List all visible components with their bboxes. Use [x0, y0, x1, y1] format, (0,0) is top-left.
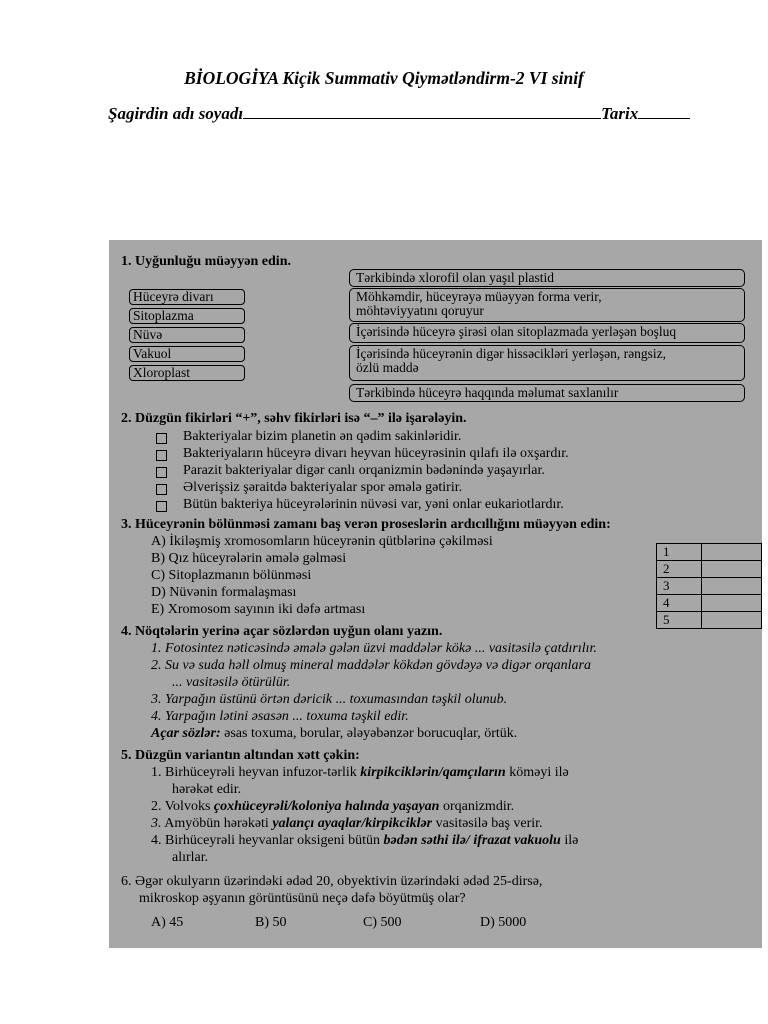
q4-keywords-label: Açar sözlər: — [151, 726, 221, 741]
q5-choice[interactable]: çoxhüceyrəli/koloniya halında yaşayan — [213, 799, 440, 814]
q2-title: 2. Düzgün fikirləri “+”, səhv fikirləri isə “–” ilə işarələyin. — [121, 411, 467, 426]
q4-sentence: ... vasitəsilə ötürülür. — [172, 675, 291, 690]
q4-sentence: 1. Fotosintez nəticəsində əmələ gələn üzvi maddələr kökə ... vasitəsilə çatdırılır. — [151, 641, 597, 656]
q5-text: 1. Birhüceyrəli heyvan infuzor-tərlik — [151, 765, 361, 780]
q2-checkbox[interactable] — [156, 450, 167, 461]
q1-definition-text: Tərkibində hüceyrə haqqında məlumat saxlanılır — [356, 385, 619, 400]
q1-title: 1. Uyğunluğu müəyyən edin. — [121, 254, 291, 269]
row-number: 2 — [657, 561, 702, 578]
q5-text: 3. — [151, 816, 162, 831]
q1-definition-box[interactable] — [349, 323, 745, 343]
q6-option[interactable]: A) 45 — [151, 915, 184, 930]
q5-sentence-cont: alırlar. — [172, 850, 209, 865]
q1-term-box[interactable]: Nüvə — [129, 327, 245, 343]
q2-checkbox[interactable] — [156, 467, 167, 478]
q1-term-box[interactable]: Sitoplazma — [129, 308, 245, 324]
q6-option[interactable]: D) 5000 — [480, 915, 527, 930]
q2-checkbox[interactable] — [156, 433, 167, 444]
q5-choice[interactable]: kirpikciklərin/qamçıların — [360, 765, 506, 780]
q3-step: B) Qız hüceyrələrin əmələ gəlməsi — [151, 551, 347, 566]
row-number: 1 — [657, 544, 702, 561]
q1-definition-box[interactable] — [349, 345, 745, 381]
q2-statement: Parazit bakteriyalar digər canlı orqanizmin bədənində yaşayırlar. — [183, 463, 545, 478]
q2-statement: Əlverişsiz şəraitdə bakteriyalar spor əmələ gətirir. — [183, 480, 463, 495]
q5-text: 4. Birhüceyrəli heyvanlar oksigeni bütün — [151, 833, 384, 848]
q1-term-box[interactable]: Vakuol — [129, 346, 245, 362]
q1-definition-text: özlü maddə — [356, 360, 419, 375]
q6-question: 6. Əgər okulyarın üzərindəki ədəd 20, obyektivin üzərindəki ədəd 25-dirsə, — [121, 874, 543, 889]
q5-choice[interactable]: bədən səthi ilə/ ifrazat vakuolu — [383, 833, 561, 848]
answer-cell[interactable] — [701, 612, 761, 629]
student-name-line — [108, 104, 690, 124]
q3-step: E) Xromosom sayının iki dəfə artması — [151, 602, 366, 617]
q5-text: ilə — [560, 833, 579, 848]
answer-cell[interactable] — [701, 595, 761, 612]
q2-statement: Bakteriyalar bizim planetin ən qədim sakinləridir. — [183, 429, 462, 444]
q6-question-cont: mikroskop əşyanın görüntüsünü neçə dəfə böyütmüş olar? — [139, 891, 466, 906]
q5-text: vasitəsilə baş verir. — [432, 816, 543, 831]
q2-statement: Bakteriyaların hüceyrə divarı heyvan hüceyrəsinin qılafı ilə oxşardır. — [183, 446, 569, 461]
row-number: 4 — [657, 595, 702, 612]
q4-sentence: 3. Yarpağın üstünü örtən dəricik ... toxumasından təşkil olunub. — [151, 692, 508, 707]
q6-option[interactable]: B) 50 — [255, 915, 287, 930]
q1-definition-text: Möhkəmdir, hüceyrəyə müəyyən forma verir, — [356, 289, 602, 304]
date-label: Tarix — [601, 104, 639, 123]
row-number: 5 — [657, 612, 702, 629]
q5-sentence — [151, 799, 514, 815]
answer-cell[interactable] — [701, 544, 761, 561]
q1-definition-text: İçərisində hüceyrə şirəsi olan sitoplazmada yerləşən boşluq — [356, 324, 677, 339]
q2-statement: Bütün bakteriya hüceyrələrinin nüvəsi var, yəni onlar eukariotlardır. — [183, 497, 564, 512]
q4-keywords — [151, 726, 517, 742]
q1-definition-box[interactable] — [349, 288, 745, 322]
q4-keywords-list: əsas toxuma, borular, ələyəbənzər borucuqlar, örtük. — [220, 726, 518, 741]
q5-title: 5. Düzgün variantın altından xətt çəkin: — [121, 748, 360, 763]
q2-checkbox[interactable] — [156, 484, 167, 495]
student-name-blank[interactable] — [243, 104, 601, 119]
q5-text: 2. Volvoks — [151, 799, 214, 814]
q3-step: C) Sitoplazmanın bölünməsi — [151, 568, 312, 583]
q4-sentence: 4. Yarpağın lətini əsasən ... toxuma təşkil edir. — [151, 709, 409, 724]
table-row — [657, 595, 762, 612]
table-row — [657, 544, 762, 561]
q5-sentence — [151, 765, 569, 781]
q2-checkbox[interactable] — [156, 501, 167, 512]
table-row — [657, 578, 762, 595]
q5-text: orqanizmdir. — [439, 799, 515, 814]
q3-answer-table — [656, 543, 762, 629]
q1-term-box[interactable]: Xloroplast — [129, 365, 245, 381]
q1-definition-text: İçərisində hüceyrənin digər hissəcikləri yerləşən, rəngsiz, — [356, 346, 666, 361]
q1-term-box[interactable]: Hüceyrə divarı — [129, 289, 245, 305]
answer-cell[interactable] — [701, 578, 761, 595]
q5-sentence-cont: hərəkət edir. — [172, 782, 242, 797]
table-row — [657, 612, 762, 629]
worksheet-title: BİOLOGİYA Kiçik Summativ Qiymətləndirm-2 VI sinif — [184, 68, 584, 88]
q5-text: Amyöbün hərəkəti — [161, 816, 273, 831]
table-row — [657, 561, 762, 578]
q5-choice[interactable]: yalançı ayaqlar/kirpikciklər — [272, 816, 433, 831]
q5-text: köməyi ilə — [505, 765, 569, 780]
q4-title: 4. Nöqtələrin yerinə açar sözlərdən uyğun olanı yazın. — [121, 624, 443, 639]
q1-definition-box[interactable] — [349, 384, 745, 402]
q3-title: 3. Hüceyrənin bölünməsi zamanı baş verən proseslərin ardıcıllığını müəyyən edin: — [121, 517, 611, 532]
q5-sentence — [151, 816, 543, 832]
q3-step: A) İkiləşmiş xromosomların hüceyrənin qütblərinə çəkilməsi — [151, 534, 493, 549]
q1-definition-box[interactable] — [349, 269, 745, 287]
q5-sentence — [151, 833, 578, 849]
date-blank[interactable] — [638, 104, 690, 119]
q1-definition-text: Tərkibində xlorofil olan yaşıl plastid — [356, 270, 554, 285]
q3-step: D) Nüvənin formalaşması — [151, 585, 297, 600]
q1-definition-text: möhtəviyyatını qoruyur — [356, 303, 484, 318]
row-number: 3 — [657, 578, 702, 595]
scanned-questions-panel — [109, 240, 762, 948]
q4-sentence: 2. Su və suda həll olmuş mineral maddələr kökdən gövdəyə və digər orqanlara — [151, 658, 591, 673]
student-name-label: Şagirdin adı soyadı — [108, 104, 244, 123]
q6-option[interactable]: C) 500 — [363, 915, 402, 930]
answer-cell[interactable] — [701, 561, 761, 578]
